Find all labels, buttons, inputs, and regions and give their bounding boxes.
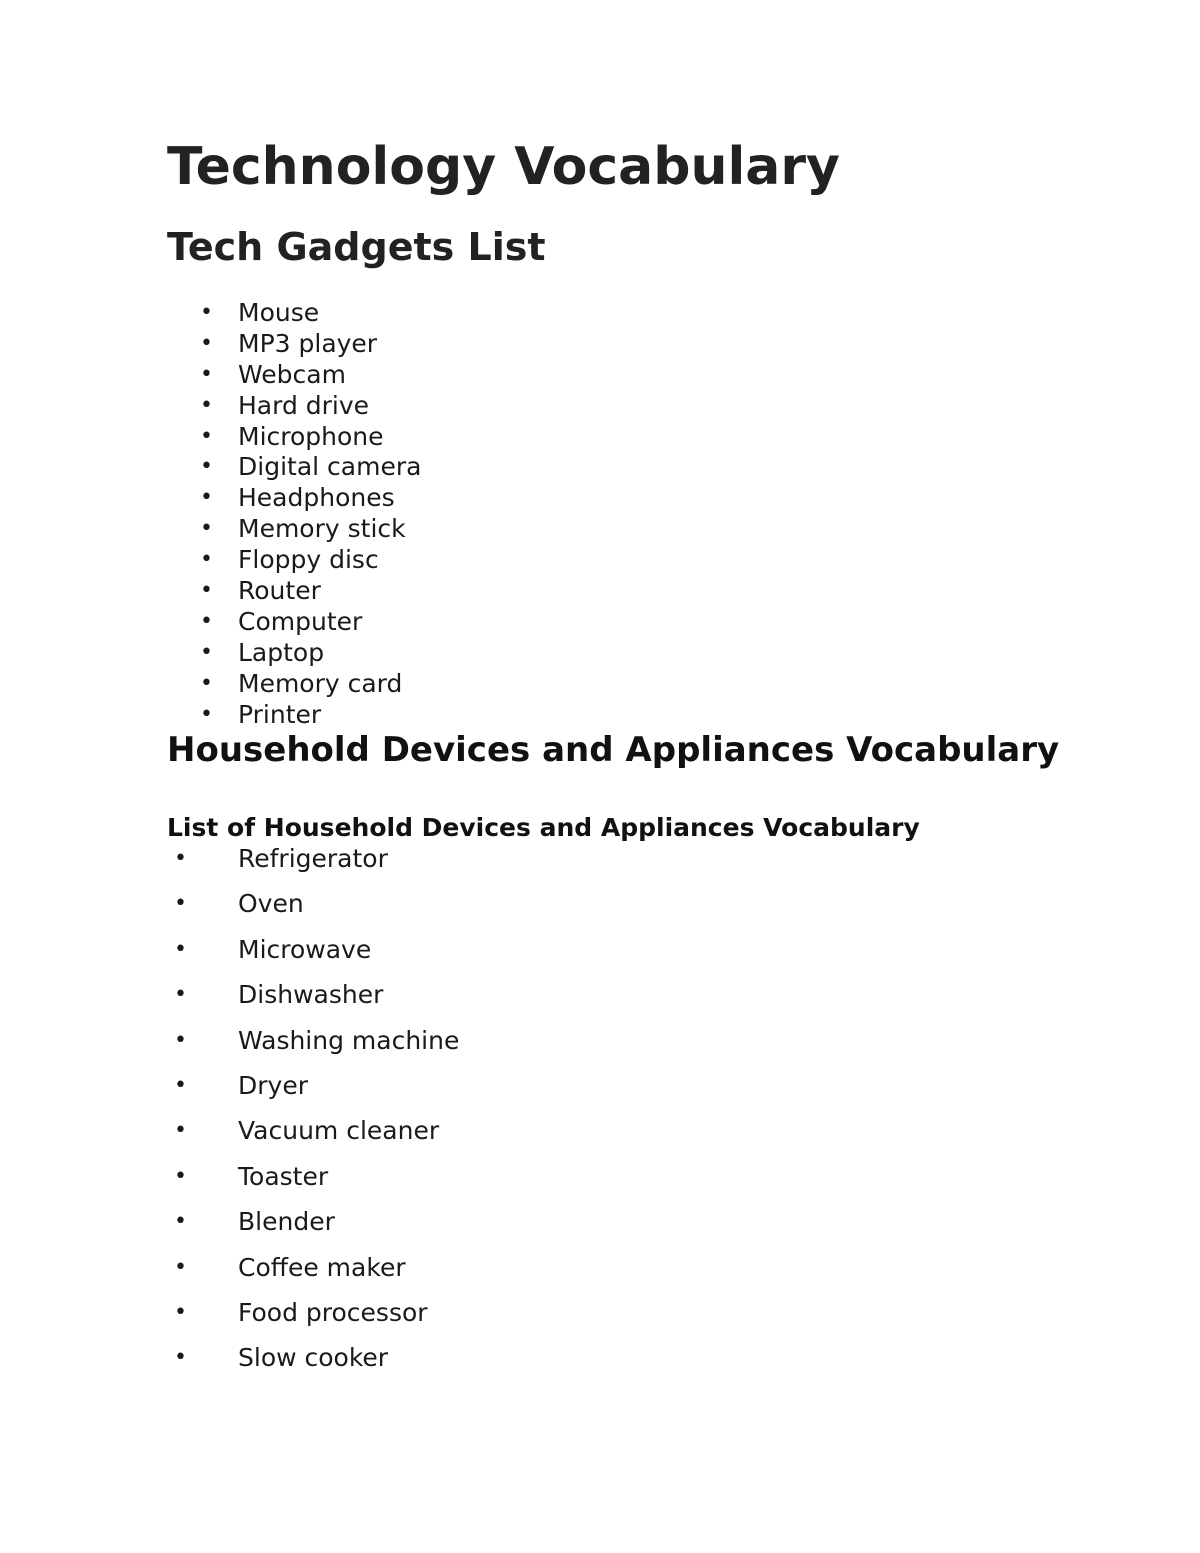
bullet-icon: • [174, 1345, 187, 1371]
list-item [0, 422, 421, 453]
list-item [0, 669, 421, 700]
bullet-icon: • [200, 392, 213, 418]
list-item [0, 545, 421, 576]
bullet-icon: • [200, 608, 213, 634]
list-item [0, 514, 421, 545]
list-item [0, 1294, 459, 1339]
list-item [0, 576, 421, 607]
tech-gadgets-list [0, 298, 421, 730]
list-item [0, 1339, 459, 1384]
list-item [0, 840, 459, 885]
bullet-icon: • [200, 300, 213, 325]
list-item-label: Mouse [238, 298, 320, 327]
bullet-icon: • [200, 361, 213, 387]
bullet-icon: • [200, 547, 213, 573]
list-item [0, 1203, 459, 1248]
bullet-icon: • [200, 639, 213, 665]
household-subheading: List of Household Devices and Appliances Vocabulary [167, 813, 920, 842]
list-item-label: Refrigerator [238, 844, 388, 873]
list-item [0, 976, 459, 1021]
list-item [0, 1249, 459, 1294]
list-item-label: Blender [238, 1207, 335, 1237]
list-item [0, 452, 421, 483]
list-item [0, 483, 421, 514]
list-item [0, 391, 421, 422]
list-item-label: Dryer [238, 1070, 308, 1100]
bullet-icon: • [174, 1254, 187, 1280]
bullet-icon: • [174, 846, 187, 871]
list-item-label: Dishwasher [238, 980, 384, 1010]
list-item [0, 638, 421, 669]
list-item [0, 1112, 459, 1157]
list-item [0, 1022, 459, 1067]
household-heading: Household Devices and Appliances Vocabulary [167, 730, 1060, 770]
bullet-icon: • [174, 982, 187, 1008]
bullet-icon: • [174, 1072, 187, 1098]
bullet-icon: • [174, 1299, 187, 1325]
list-item-label: Microphone [238, 421, 384, 451]
bullet-icon: • [174, 891, 187, 917]
bullet-icon: • [174, 1163, 187, 1189]
list-item [0, 885, 459, 930]
list-item-label: Washing machine [238, 1025, 460, 1055]
list-item-label: Toaster [238, 1161, 329, 1191]
list-item-label: Webcam [238, 359, 346, 389]
bullet-icon: • [200, 330, 213, 356]
list-item [0, 329, 421, 360]
bullet-icon: • [200, 701, 213, 727]
list-item-label: Digital camera [238, 452, 422, 482]
page-title: Technology Vocabulary [167, 137, 840, 197]
list-item-label: Memory card [238, 668, 403, 698]
list-item-label: Laptop [238, 637, 325, 667]
list-item-label: Food processor [238, 1297, 428, 1327]
list-item [0, 298, 421, 329]
list-item-label: Memory stick [238, 514, 406, 544]
list-item [0, 607, 421, 638]
list-item-label: Oven [238, 889, 304, 919]
bullet-icon: • [200, 423, 213, 449]
list-item [0, 1158, 459, 1203]
bullet-icon: • [174, 936, 187, 962]
list-item [0, 1067, 459, 1112]
list-item-label: MP3 player [238, 328, 378, 358]
list-item-label: Router [238, 576, 321, 606]
list-item-label: Coffee maker [238, 1252, 406, 1282]
bullet-icon: • [200, 516, 213, 542]
bullet-icon: • [200, 485, 213, 511]
list-item-label: Slow cooker [238, 1343, 389, 1373]
bullet-icon: • [174, 1027, 187, 1053]
bullet-icon: • [174, 1118, 187, 1144]
list-item [0, 360, 421, 391]
list-item-label: Floppy disc [238, 545, 379, 575]
list-item-label: Hard drive [238, 390, 370, 420]
bullet-icon: • [200, 670, 213, 696]
list-item [0, 700, 421, 731]
bullet-icon: • [200, 454, 213, 480]
list-item-label: Printer [238, 699, 322, 729]
list-item-label: Headphones [238, 483, 395, 513]
list-item-label: Computer [238, 606, 363, 636]
list-item-label: Microwave [238, 934, 372, 964]
tech-gadgets-heading: Tech Gadgets List [167, 225, 546, 269]
list-item [0, 931, 459, 976]
list-item-label: Vacuum cleaner [238, 1116, 440, 1146]
appliances-list [0, 840, 459, 1385]
bullet-icon: • [174, 1209, 187, 1235]
bullet-icon: • [200, 578, 213, 604]
